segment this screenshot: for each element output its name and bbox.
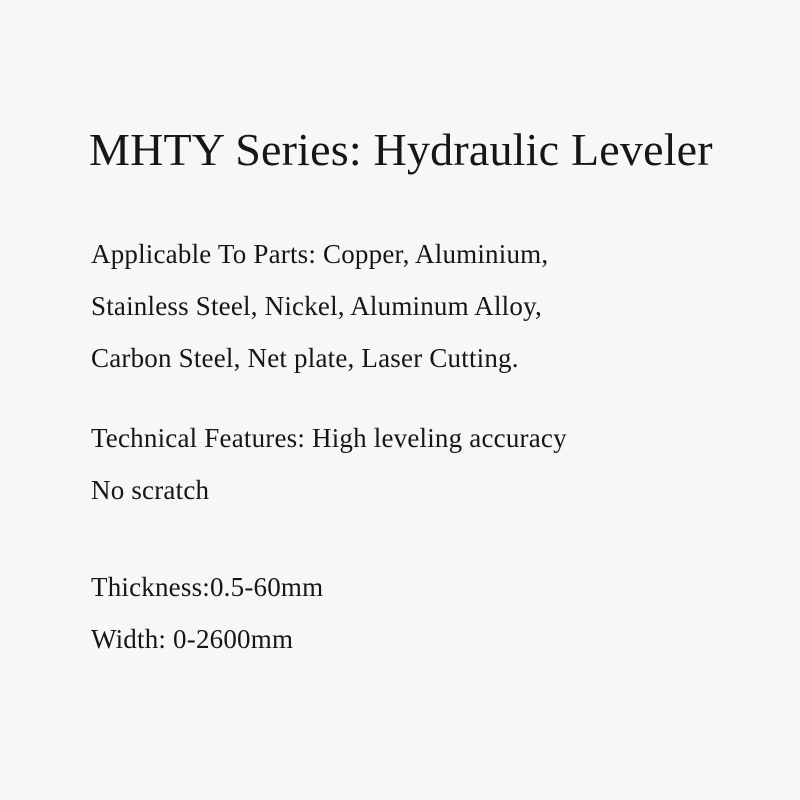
applicable-parts-line-1: Applicable To Parts: Copper, Aluminium, [91, 239, 549, 269]
technical-features-line-2: No scratch [91, 475, 210, 505]
width-spec: Width: 0-2600mm [91, 624, 294, 654]
thickness-spec: Thickness:0.5-60mm [91, 572, 324, 602]
page-title: MHTY Series: Hydraulic Leveler [89, 124, 713, 175]
applicable-parts-line-3: Carbon Steel, Net plate, Laser Cutting. [91, 343, 519, 373]
technical-features-line-1: Technical Features: High leveling accuracy [91, 423, 567, 453]
applicable-parts-line-2: Stainless Steel, Nickel, Aluminum Alloy, [91, 291, 542, 321]
